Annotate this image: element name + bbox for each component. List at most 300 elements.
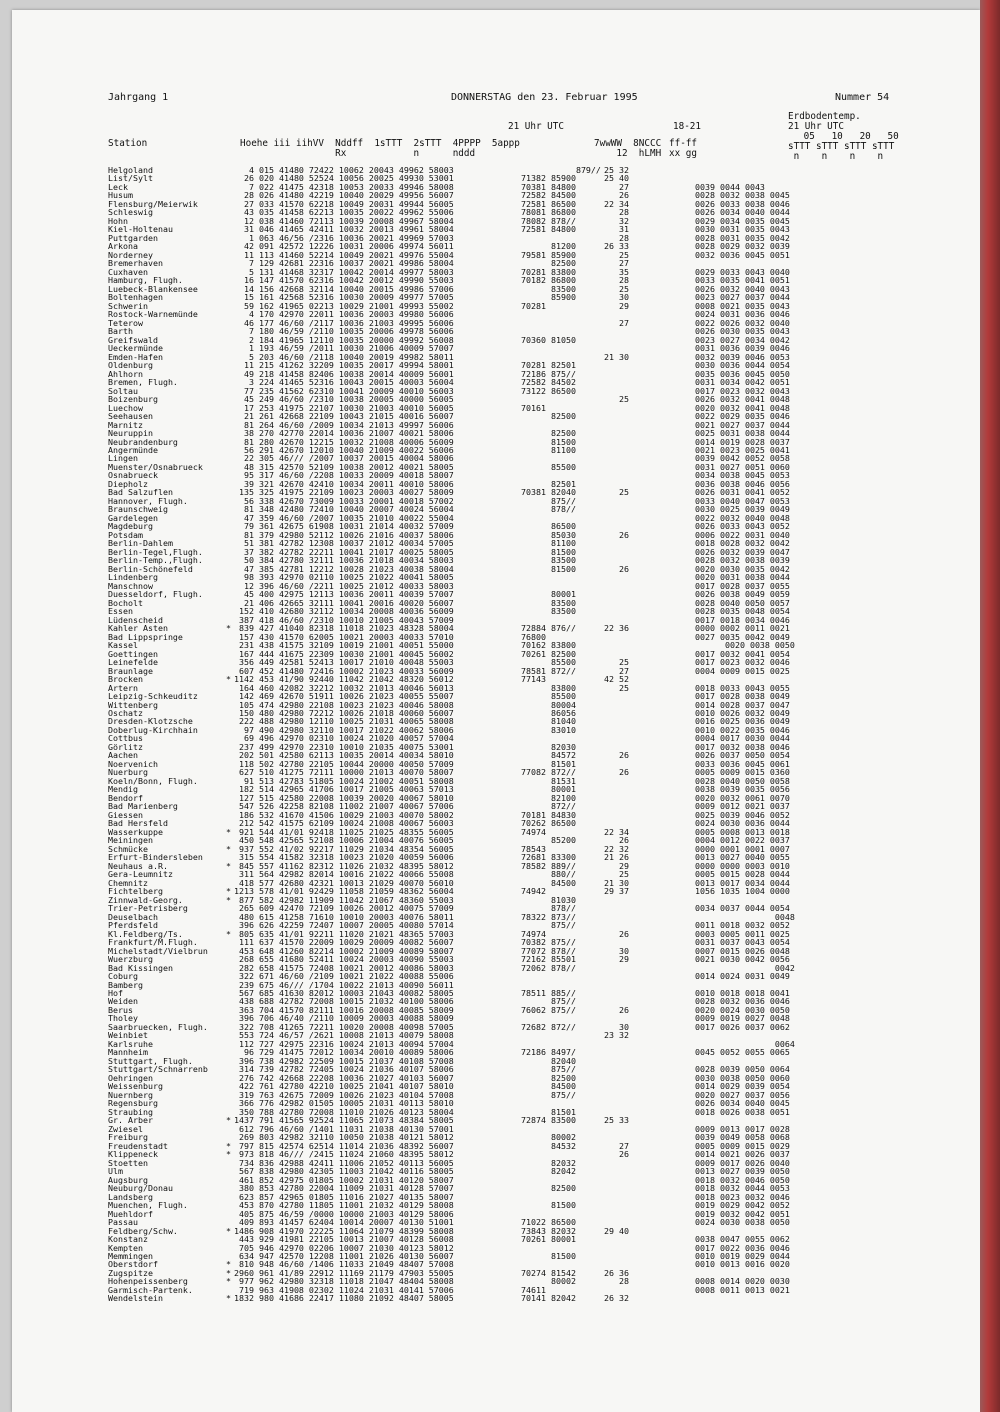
synop-groups: 350 788 42780 72008 11010 21026 40123 58004	[234, 1106, 454, 1117]
synop-groups: 46 177 46/60 /2117 10036 21003 49995 56006	[234, 317, 454, 328]
soil-temperatures: 0020 0030 0035 0042	[695, 563, 790, 574]
synop-groups: 356 449 42581 52413 10017 21010 40048 55003	[234, 657, 454, 668]
synop-groups: 50 384 42780 32111 10036 21018 40034 58003	[234, 555, 454, 566]
station-name: Feldberg/Schw.	[108, 1225, 178, 1236]
synop-groups: 12 038 41460 72113 10039 20008 49967 58004	[234, 215, 454, 226]
weather-groups: 70261 80001	[521, 1234, 576, 1245]
weather-groups: 70360 81050	[521, 334, 576, 345]
synop-groups: 157 430 41570 62005 10021 20003 40033 57010	[234, 631, 454, 642]
gust-groups: 22 32	[599, 843, 629, 854]
weather-groups: 77072 878//	[521, 945, 576, 956]
synop-groups: 98 393 42970 02110 10025 21022 40041 58005	[234, 572, 454, 583]
table-row	[108, 1048, 908, 1056]
weather-groups: 82500	[521, 411, 576, 422]
station-name: Bremen, Flugh.	[108, 377, 178, 388]
station-name: Muehldorf	[108, 1208, 153, 1219]
soil-temperatures: 0020 0027 0037 0056	[695, 1089, 790, 1100]
soil-temperatures: 0031 0037 0043 0054	[695, 937, 790, 948]
soil-temperatures: 0013 0017 0034 0044	[695, 877, 790, 888]
weather-groups: 81500	[521, 563, 576, 574]
soil-temperatures: 0009 0012 0021 0037	[695, 801, 790, 812]
station-name: Muenster/Osnabrueck	[108, 461, 203, 472]
synop-groups: 634 947 42570 12208 11001 21026 40130 56007	[234, 1251, 454, 1261]
utc-21-label: 21 Uhr UTC	[508, 121, 564, 132]
mountain-marker: *	[226, 860, 231, 871]
station-name: Wittenberg	[108, 699, 158, 710]
soil-temperatures: 0013 0027 0039 0050	[695, 1166, 790, 1177]
soil-temperatures: 0024 0031 0036 0046	[695, 309, 790, 320]
weather-groups: 81501	[521, 1106, 576, 1117]
weather-groups: 76062 875//	[521, 1004, 576, 1015]
station-name: Bendorf	[108, 792, 143, 803]
soil-utc-label: 21 Uhr UTC	[788, 121, 844, 132]
volume-label: Jahrgang 1	[108, 92, 169, 103]
mountain-marker: *	[226, 1259, 231, 1270]
station-name: Memmingen	[108, 1251, 153, 1261]
weather-groups: 84532	[521, 1140, 576, 1151]
synop-groups: 4 015 41480 72422 10062 20043 49962 58003	[234, 165, 454, 175]
mountain-marker: *	[226, 674, 231, 685]
weather-groups: 79581 85900	[521, 249, 576, 260]
synop-groups: 3 224 41465 52316 10043 20015 40003 56004	[234, 377, 454, 388]
gust-groups: 28	[599, 275, 629, 286]
soil-temperatures: 0016 0025 0036 0049	[695, 716, 790, 727]
weather-groups: 72682 872//	[521, 1021, 576, 1032]
soil-temperatures: 0014 0021 0026 0037	[695, 1149, 790, 1160]
station-name: Aachen	[108, 750, 138, 761]
soil-temperatures: 0014 0019 0028 0037	[695, 436, 790, 447]
table-row	[108, 1023, 908, 1031]
station-name: Weiden	[108, 996, 138, 1007]
station-name: Coburg	[108, 971, 138, 982]
synop-groups: 4 170 42970 22011 10036 20003 49980 56006	[234, 309, 454, 320]
soil-header-line1: sTTT sTTT sTTT sTTT	[788, 141, 895, 152]
weather-groups: 83800	[521, 682, 576, 693]
synop-groups: 14 156 42668 32114 10040 20015 49986 57006	[234, 283, 454, 294]
weather-groups: 872//	[521, 801, 576, 812]
gust-groups: 42 52	[599, 674, 629, 685]
station-name: Mendig	[108, 784, 138, 795]
gust-groups: 26 32	[599, 1293, 629, 1304]
weather-groups: 85900	[521, 292, 576, 303]
synop-groups: 276 742 42668 22208 10036 21027 40103 56007	[234, 1072, 454, 1083]
soil-temperatures: 0026 0033 0038 0046	[695, 198, 790, 209]
station-name: Potsdam	[108, 529, 143, 540]
synop-groups: 315 554 41582 32318 10023 21020 40059 56006	[234, 852, 454, 863]
page-header	[108, 92, 898, 106]
soil-temperatures: 0023 0027 0037 0044	[695, 292, 790, 303]
soil-temperatures: 0032 0036 0045 0051	[695, 249, 790, 260]
mountain-marker: *	[226, 1267, 231, 1278]
soil-temperatures: 0010 0019 0029 0044	[695, 1251, 790, 1261]
soil-temperatures: 0009 0019 0027 0048	[695, 1013, 790, 1024]
gust-groups: 21 26	[599, 852, 629, 863]
station-name: Doberlug-Kirchhain	[108, 724, 198, 735]
soil-temperatures: 0003 0005 0011 0025	[695, 928, 790, 939]
weather-groups: 80004	[521, 699, 576, 710]
soil-temperatures: 0017 0023 0032 0046	[695, 657, 790, 668]
soil-temperatures: 0039 0044 0043	[695, 181, 765, 192]
station-name: Marnitz	[108, 419, 143, 430]
weather-groups: 84500	[521, 1081, 576, 1092]
synop-groups: 152 410 42680 32112 10034 20008 40036 56009	[234, 606, 454, 617]
station-name: Klippeneck	[108, 1149, 158, 1160]
gust-groups: 35	[599, 266, 629, 277]
weather-groups: 74611	[521, 1284, 546, 1295]
weather-groups: 880//	[521, 869, 576, 880]
synop-groups: 77 235 41562 62310 10041 20009 40010 56003	[234, 385, 454, 396]
soil-temperatures: 0017 0022 0036 0046	[695, 1242, 790, 1253]
soil-temperatures: 0007 0015 0026 0048	[695, 945, 790, 956]
gust-groups: 26	[599, 750, 629, 761]
soil-temperatures: 0018 0028 0032 0042	[695, 538, 790, 549]
soil-temperatures: 0017 0032 0038 0046	[695, 741, 790, 752]
synop-groups: 11 215 41262 32209 10035 20017 49994 58001	[234, 360, 454, 371]
station-name: Duesseldorf, Flugh.	[108, 589, 203, 600]
mountain-marker: *	[226, 1276, 231, 1287]
synop-groups: 937 552 41/02 92217 11029 21034 48354 56005	[234, 843, 454, 854]
weather-groups: 878//	[521, 504, 576, 515]
weather-groups: 83010	[521, 724, 576, 735]
synop-groups: 363 704 41570 82111 10016 20008 40085 58009	[234, 1004, 454, 1015]
synop-groups: 453 870 42780 11805 11001 21032 40129 58008	[234, 1200, 454, 1211]
station-name: Berus	[108, 1004, 133, 1015]
synop-groups: 719 963 41908 02302 11024 21031 40141 57006	[234, 1284, 454, 1295]
soil-depths: 05 10 20 50	[798, 131, 899, 142]
station-name: Trier-Petrisberg	[108, 903, 188, 914]
gust-groups: 22 34	[599, 826, 629, 837]
synop-groups: 186 532 41670 41506 10029 21003 40070 58002	[234, 809, 454, 820]
gust-groups: 26	[599, 835, 629, 846]
mountain-marker: *	[226, 1225, 231, 1236]
synop-groups: 15 161 42568 52316 10030 20009 49977 57005	[234, 292, 454, 303]
soil-temperatures: 0031 0027 0051 0060	[695, 461, 790, 472]
station-name: Luebeck-Blankensee	[108, 283, 198, 294]
weather-groups: 72581 86500	[521, 198, 576, 209]
soil-temperatures: 0011 0018 0032 0052	[695, 920, 790, 931]
synop-groups: 810 948 46/60 /1406 11033 21049 48407 57008	[234, 1259, 454, 1270]
synop-groups: 91 513 42783 51805 10024 21002 40051 58008	[234, 775, 454, 786]
soil-temperatures: 0038 0039 0035 0056	[695, 784, 790, 795]
synop-groups: 42 091 42572 12226 10031 20006 49974 56011	[234, 241, 454, 252]
station-name: Magdeburg	[108, 521, 153, 532]
synop-groups: 627 510 41275 72111 10000 21013 40070 58007	[234, 767, 454, 778]
weather-groups: 70381 82040	[521, 487, 576, 498]
station-name: Passau	[108, 1217, 138, 1228]
weather-groups: 80002	[521, 1276, 576, 1287]
soil-temperatures: 0027 0035 0042 0049	[695, 631, 790, 642]
ww-header-line1: 7wwWW 8NCCC	[594, 138, 662, 149]
synop-groups: 612 796 46/60 /1401 11031 21038 40130 57001	[234, 1123, 454, 1134]
synop-groups: 56 291 42670 12010 10040 21009 40022 56006	[234, 444, 454, 455]
station-name: Bad Lippspringe	[108, 631, 183, 642]
synop-groups: 5 131 41468 32317 10042 20014 49977 58003	[234, 266, 454, 277]
gust-groups: 25	[599, 869, 629, 880]
station-name: Bad Marienberg	[108, 801, 178, 812]
station-name: Bamberg	[108, 979, 143, 990]
gust-groups: 25	[599, 682, 629, 693]
soil-temperatures: 0020 0032 0061 0070	[695, 792, 790, 803]
soil-temperatures: 0010 0026 0032 0049	[695, 708, 790, 718]
soil-temperatures: 0004 0012 0022 0037	[695, 835, 790, 846]
soil-temperatures: 0028 0032 0038 0045	[695, 190, 790, 201]
gust-groups: 28	[599, 1276, 629, 1287]
synop-groups: 921 544 41/01 92418 11025 21025 48355 56005	[234, 826, 454, 837]
weather-groups: 74974	[521, 928, 546, 939]
synop-groups: 443 929 41981 22105 10013 21007 40128 56008	[234, 1234, 454, 1245]
weather-groups: 85030	[521, 529, 576, 540]
station-name: Leck	[108, 181, 128, 192]
synop-groups: 135 325 41975 22109 10023 20003 40027 58009	[234, 487, 454, 498]
weather-groups: 74974	[521, 826, 546, 837]
weather-groups: 70281	[521, 300, 546, 311]
weather-groups: 875//	[521, 1064, 576, 1075]
synop-groups: 461 852 42975 01805 10002 21031 40120 58007	[234, 1174, 454, 1185]
weather-groups: 82500	[521, 258, 576, 269]
gust-groups: 27	[599, 665, 629, 676]
synop-groups: 380 853 42780 22004 11009 21031 40128 57007	[234, 1183, 454, 1194]
weather-groups: 70281 83800	[521, 266, 576, 277]
station-name: Berlin-Temp.,Flugh.	[108, 555, 203, 566]
station-name: Wasserkuppe	[108, 826, 163, 837]
synop-groups: 877 582 42982 11909 11042 21067 48360 55003	[234, 894, 454, 905]
station-name: Nuernberg	[108, 1089, 153, 1100]
gust-groups: 29	[599, 954, 629, 965]
synop-groups: 237 499 42970 22310 10010 21035 40075 53001	[234, 741, 454, 752]
weather-groups: 71022 86500	[521, 1217, 576, 1228]
weather-groups: 72186 875//	[521, 368, 576, 379]
station-name: Arkona	[108, 241, 138, 252]
station-name: Schleswig	[108, 207, 153, 218]
soil-temperatures: 0026 0032 0040 0043	[695, 283, 790, 294]
soil-temperatures: 0019 0029 0042 0052	[695, 1200, 790, 1211]
gust-groups: 25 32	[599, 165, 629, 175]
synop-groups: 1832 980 41686 22417 11080 21092 48407 58005	[234, 1293, 454, 1304]
soil-temperatures: 0034 0037 0044 0054	[695, 903, 790, 914]
weather-groups: 80001	[521, 589, 576, 600]
station-name: Hof	[108, 987, 123, 998]
soil-temperatures: 0064	[695, 1038, 795, 1049]
soil-temperatures: 0030 0036 0044 0054	[695, 360, 790, 371]
soil-temperatures: 0028 0039 0050 0064	[695, 1064, 790, 1075]
station-name: Leinefelde	[108, 657, 158, 668]
weather-groups: 81531	[521, 775, 576, 786]
synop-groups: 396 626 42259 72407 10007 20005 40080 57014	[234, 920, 454, 931]
weather-groups: 81040	[521, 716, 576, 727]
weather-groups: 85500	[521, 657, 576, 668]
station-name: Weissenburg	[108, 1081, 163, 1092]
weather-groups: 76800	[521, 631, 546, 642]
synop-groups: 839 427 41040 82318 11018 21023 48328 58004	[234, 623, 454, 634]
soil-temperatures: 0030 0031 0035 0043	[695, 224, 790, 235]
weather-groups: 84572	[521, 750, 576, 761]
station-name: Kahler Asten	[108, 623, 168, 634]
station-name: Neubrandenburg	[108, 436, 178, 447]
station-name: Bad Kissingen	[108, 962, 173, 973]
soil-temperatures: 0022 0026 0032 0040	[695, 317, 790, 328]
weather-groups: 78543	[521, 843, 546, 854]
soil-temperatures: 0017 0023 0032 0043	[695, 385, 790, 396]
gust-groups: 25	[599, 283, 629, 294]
weather-groups: 82500	[521, 1183, 576, 1194]
soil-temperatures: 0009 0017 0026 0040	[695, 1157, 790, 1168]
weather-groups: 70274 81542	[521, 1267, 576, 1278]
main-header-line2: Rx n nddd	[240, 148, 476, 159]
soil-temperatures: 0030 0038 0050 0060	[695, 1072, 790, 1083]
station-name: Wuerzburg	[108, 954, 153, 965]
soil-temperatures: 0022 0029 0035 0046	[695, 411, 790, 422]
soil-temperatures: 0024 0030 0036 0044	[695, 818, 790, 829]
synop-groups: 2 184 41965 12110 10035 20000 49992 56008	[234, 334, 454, 345]
weather-groups: 72062 878//	[521, 962, 576, 973]
gust-groups: 26 36	[599, 1267, 629, 1278]
station-name: Cuxhaven	[108, 266, 148, 277]
station-name: Gr. Arber	[108, 1115, 153, 1126]
issue-number: Nummer 54	[835, 92, 890, 103]
soil-temperatures: 0028 0029 0032 0039	[695, 241, 790, 252]
synop-groups: 1142 453 41/90 92440 11042 21042 48320 56012	[234, 674, 454, 685]
station-name: Pferdsfeld	[108, 920, 158, 931]
weather-groups: 72186 8497/	[521, 1047, 576, 1058]
station-name: Braunlage	[108, 665, 153, 676]
synop-groups: 438 688 42782 72008 10015 21032 40100 58006	[234, 996, 454, 1007]
synop-groups: 45 400 42975 12113 10036 20011 40039 57007	[234, 589, 454, 600]
station-name: Landsberg	[108, 1191, 153, 1202]
soil-temperatures: 0017 0028 0037 0055	[695, 580, 790, 591]
weather-groups: 82032	[521, 1157, 576, 1168]
station-name: Braunschweig	[108, 504, 168, 515]
station-name: Lingen	[108, 453, 138, 464]
synop-groups: 97 490 42980 32110 10017 21022 40062 58006	[234, 724, 454, 735]
soil-temperatures: 0014 0024 0031 0049	[695, 971, 790, 982]
mountain-marker: *	[226, 843, 231, 854]
weather-groups: 83500	[521, 597, 576, 608]
weather-groups: 875//	[521, 920, 576, 931]
station-name: Ulm	[108, 1166, 123, 1177]
synop-groups: 51 381 42782 12308 10037 21012 40034 57005	[234, 538, 454, 549]
station-name: Essen	[108, 606, 133, 617]
weather-groups: 875//	[521, 996, 576, 1007]
soil-temperatures: 0026 0038 0049 0059	[695, 589, 790, 600]
synop-groups: 48 315 42570 52109 10038 20012 40021 58005	[234, 461, 454, 472]
soil-temperatures: 0014 0028 0037 0047	[695, 699, 790, 710]
station-name: Erfurt-Bindersleben	[108, 852, 203, 863]
ww-header-line2: 12 hLMH	[594, 148, 662, 159]
soil-temperatures: 0028 0040 0050 0058	[695, 775, 790, 786]
synop-groups: 202 501 42580 62113 10035 20014 40034 58010	[234, 750, 454, 761]
weather-groups: 82100	[521, 792, 576, 803]
station-name: Kl.Feldberg/Ts.	[108, 928, 183, 939]
synop-groups: 56 338 42670 73009 10033 20001 40018 57002	[234, 495, 454, 506]
soil-temperatures: 0022 0032 0040 0048	[695, 512, 790, 523]
weather-groups: 875//	[521, 495, 576, 506]
soil-temperatures: 0000 0002 0011 0021	[695, 623, 790, 634]
station-header: Station	[108, 138, 148, 149]
synop-groups: 1437 791 41565 92524 11065 21073 48384 58005	[234, 1115, 454, 1126]
synop-groups: 453 648 41260 82214 10002 21009 40089 58007	[234, 945, 454, 956]
weather-groups: 81500	[521, 1200, 576, 1211]
synop-groups: 845 557 41162 82312 11026 21032 48395 58012	[234, 860, 454, 871]
station-name: Zinnwald-Georg.	[108, 894, 183, 905]
station-name: Karlsruhe	[108, 1038, 153, 1049]
weather-groups: 73122 86500	[521, 385, 576, 396]
synop-groups: 17 253 41975 22107 10030 21003 40010 56005	[234, 402, 454, 413]
weather-groups: 82501	[521, 478, 576, 489]
gust-groups: 27	[599, 181, 629, 192]
weather-groups: 72582 84500	[521, 190, 576, 201]
soil-temperatures: 0033 0036 0045 0061	[695, 758, 790, 769]
synop-groups: 150 480 42980 72212 10026 21018 40060 56007	[234, 708, 454, 718]
soil-temperatures: 0021 0027 0037 0044	[695, 419, 790, 430]
soil-temperatures: 1056 1035 1004 0000	[695, 886, 790, 897]
soil-temperatures: 0018 0023 0032 0046	[695, 1191, 790, 1202]
synop-groups: 142 469 42670 51911 10026 21023 40055 55007	[234, 691, 454, 702]
station-name: Lüdenscheid	[108, 614, 163, 625]
station-name: Diepholz	[108, 478, 148, 489]
weather-groups: 72582 84502	[521, 377, 576, 388]
station-name: Deuselbach	[108, 911, 158, 922]
soil-temperatures: 0030 0025 0039 0049	[695, 504, 790, 515]
soil-temperatures: 0026 0032 0039 0047	[695, 546, 790, 557]
weather-groups: 70262 86500	[521, 818, 576, 829]
station-name: Leipzig-Schkeuditz	[108, 691, 198, 702]
synop-groups: 553 724 46/57 /2621 10008 21013 40079 58008	[234, 1030, 454, 1041]
station-name: Görlitz	[108, 741, 143, 752]
synop-groups: 1 063 46/56 /2316 10036 20021 49969 57003	[234, 232, 454, 243]
station-name: Dresden-Klotzsche	[108, 716, 193, 727]
synop-groups: 314 739 42782 72405 10024 21036 40107 58006	[234, 1064, 454, 1075]
station-name: Seehausen	[108, 411, 153, 422]
weather-groups: 78082 878//	[521, 215, 576, 226]
weather-groups: 81100	[521, 538, 576, 549]
soil-temperatures: 0017 0018 0034 0046	[695, 614, 790, 625]
gust-groups: 25 40	[599, 173, 629, 184]
gust-groups: 26	[599, 190, 629, 201]
soil-temperatures: 0028 0032 0036 0046	[695, 996, 790, 1007]
book-edge	[980, 0, 1000, 1412]
column-headers	[108, 112, 908, 164]
station-name: Cottbus	[108, 733, 143, 744]
weather-groups: 72162 85501	[521, 954, 576, 965]
soil-temperatures: 0036 0038 0046 0056	[695, 478, 790, 489]
table-row	[108, 174, 908, 182]
table-row	[108, 251, 908, 259]
gust-groups: 30	[599, 945, 629, 956]
synop-groups: 268 655 41680 52411 10024 20003 40090 55003	[234, 954, 454, 965]
synop-groups: 239 675 46/// /1704 10022 21013 40090 56011	[234, 979, 454, 990]
table-row	[108, 1294, 908, 1302]
synop-groups: 69 496 42970 02310 10024 21020 40057 57004	[234, 733, 454, 744]
synop-groups: 43 035 41458 62213 10035 20022 49962 55006	[234, 207, 454, 218]
gust-groups: 29 37	[599, 886, 629, 897]
synop-groups: 973 818 46/// /2415 11024 21060 48395 58012	[234, 1149, 454, 1160]
synop-groups: 81 264 46/60 /2009 10034 21013 49997 56006	[234, 419, 454, 430]
table-row	[108, 166, 908, 174]
soil-temperatures: 0020 0032 0041 0048	[695, 402, 790, 413]
station-name: Giessen	[108, 809, 143, 820]
station-name: Neuruppin	[108, 428, 153, 439]
station-name: Stoetten	[108, 1157, 148, 1168]
station-name: Muenchen, Flugh.	[108, 1200, 188, 1211]
synop-groups: 27 033 41570 62218 10049 20031 49944 56005	[234, 198, 454, 209]
station-name: Puttgarden	[108, 232, 158, 243]
station-name: Weinbiet	[108, 1030, 148, 1041]
station-name: Gardelegen	[108, 512, 158, 523]
synop-groups: 21 406 42665 32111 10041 20016 40020 56007	[234, 597, 454, 608]
synop-groups: 5 203 46/60 /2118 10040 20019 49982 58011	[234, 351, 454, 362]
station-name: Konstanz	[108, 1234, 148, 1245]
weather-groups: 70182 86800	[521, 275, 576, 286]
